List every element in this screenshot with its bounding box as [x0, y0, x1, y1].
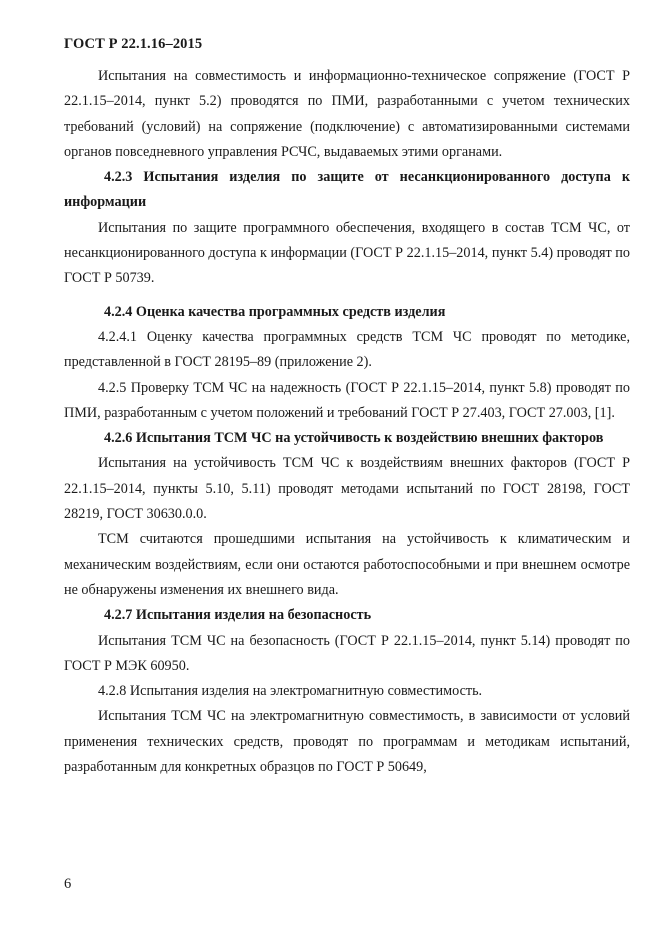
- document-header: ГОСТ Р 22.1.16–2015: [64, 36, 203, 52]
- paragraph-climatic-mechanical: ТСМ считаются прошедшими испытания на устойчивость к климатическим и механическим воздействиям, если они остаются работоспособными и при внешнем осмотре не обнаружены изменения их внешнего вида.: [64, 531, 630, 598]
- paragraph-emc-tests: Испытания ТСМ ЧС на электромагнитную совместимость, в зависимости от условий применения технических средств, проводят по программам и методикам испытаний, разработанным для конкретных образцов по ГОСТ Р 50649,: [64, 708, 630, 776]
- paragraph-external-factors: Испытания на устойчивость ТСМ ЧС к воздействиям внешних факторов (ГОСТ Р 22.1.15–2014, пункты 5.10, 5.11) проводят методами испытаний по ГОСТ 28198, ГОСТ 28219, ГОСТ 30630.0.0.: [64, 455, 630, 523]
- document-body: [64, 64, 630, 780]
- paragraph-4-2-4-1: 4.2.4.1 Оценку качества программных средств ТСМ ЧС проводят по методике, представленной в ГОСТ 28195–89 (приложение 2).: [64, 328, 630, 371]
- heading-4-2-7: 4.2.7 Испытания изделия на безопасность: [104, 607, 372, 624]
- page-number: 6: [64, 876, 72, 892]
- paragraph-access-protection: Испытания по защите программного обеспечения, входящего в состав ТСМ ЧС, от несанкционированного доступа к информации (ГОСТ Р 22.1.15–2014, пункт 5.4) проводят по ГОСТ Р 50739.: [64, 219, 630, 287]
- paragraph-safety-tests: Испытания ТСМ ЧС на безопасность (ГОСТ Р 22.1.15–2014, пункт 5.14) проводят по ГОСТ Р МЭК 60950.: [64, 632, 630, 674]
- paragraph-4-2-5: 4.2.5 Проверку ТСМ ЧС на надежность (ГОСТ Р 22.1.15–2014, пункт 5.8) проводят по ПМИ, разработанным с учетом положений и требований ГОСТ Р 27.403, ГОСТ 27.003, [1].: [64, 379, 630, 421]
- heading-4-2-6: 4.2.6 Испытания ТСМ ЧС на устойчивость к воздействию внешних факторов: [104, 430, 604, 447]
- heading-4-2-4: 4.2.4 Оценка качества программных средств изделия: [104, 303, 446, 320]
- paragraph-compatibility-tests: Испытания на совместимость и информационно-техническое сопряжение (ГОСТ Р 22.1.15–2014, пункт 5.2) проводятся по ПМИ, разработанными с учетом технических требований (условий) на сопряжение (подключение) с автоматизированными системами органов повседневного управления РСЧС, выдаваемых этими органами.: [64, 68, 630, 160]
- heading-4-2-3: 4.2.3 Испытания изделия по защите от несанкционированного доступа к информации: [64, 169, 630, 211]
- paragraph-4-2-8: 4.2.8 Испытания изделия на электромагнитную совместимость.: [98, 683, 483, 700]
